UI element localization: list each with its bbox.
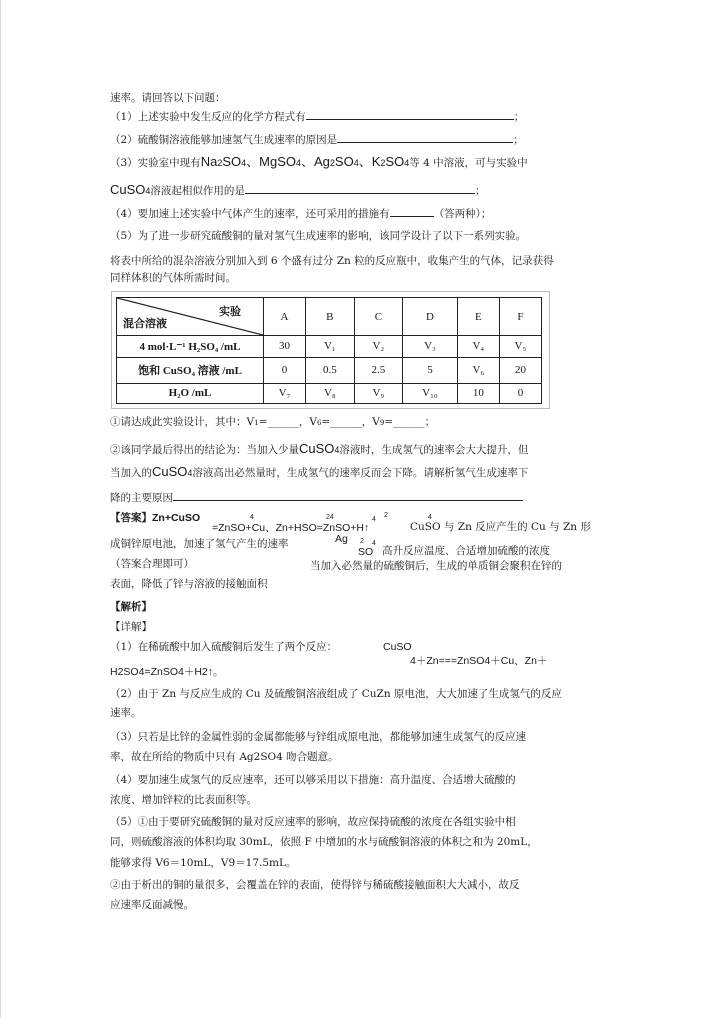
detail-5: （5）①由于要研究硫酸铜的量对反应速率的影响，故应保持硫酸的浓度在各组实验中相 xyxy=(110,816,516,828)
subscript: 2 xyxy=(360,538,364,545)
table-row xyxy=(117,383,542,403)
question-5: （5）为了进一步研究硫酸铜的量对氢气生成速率的影响，该同学设计了以下一系列实验。 xyxy=(110,230,527,242)
answer-label: 【答案】Zn+CuSO xyxy=(110,512,201,524)
subscript: 4 xyxy=(250,514,254,521)
detail-1-line2: H2SO4=ZnSO4＋H2↑。 xyxy=(110,666,224,678)
answer-line-2: 成铜锌原电池，加速了氢气产生的速率 xyxy=(110,538,289,550)
s2-formula: CuSO xyxy=(299,441,335,456)
column-header: B xyxy=(306,298,355,336)
row-label: 饱和 CuSO₄ 溶液 /mL xyxy=(117,357,264,383)
table-cell: V₂ xyxy=(354,336,403,358)
table-cell: 30 xyxy=(264,336,306,358)
table-cell: 0 xyxy=(264,357,306,383)
answer-formula-so: SO xyxy=(358,546,374,558)
answer-line-4: 表面，降低了锌与溶液的接触面积 xyxy=(110,578,268,590)
detail-heading: 【详解】 xyxy=(110,621,152,633)
page-edge xyxy=(0,0,1,1018)
s3-text: 当加入的 xyxy=(110,467,152,479)
s1-text: ①请达成此实验设计，其中：V xyxy=(110,416,255,428)
table-cell: V₅ xyxy=(499,336,541,358)
answer-line-1-end: CuSO 与 Zn 反应产生的 Cu 与 Zn 形 xyxy=(410,521,591,533)
question-3: （3）实验室中现有Na2SO4、MgSO4、Ag2SO4、K2SO4等 4 中溶液，可与实验中 xyxy=(110,154,528,169)
question-1 xyxy=(110,109,524,124)
s4-text: 降的主要原因 xyxy=(110,492,173,504)
table-cell: V₈ xyxy=(306,383,355,403)
table-cell: V₄ xyxy=(457,336,499,358)
sub-question-2-line3 xyxy=(110,490,523,505)
table-cell: 0 xyxy=(499,383,541,403)
table-row xyxy=(117,357,542,383)
answer-line-3-end: 当加入必然量的硫酸铜后，生成的单质铜会聚积在锌的 xyxy=(310,560,562,572)
column-header: A xyxy=(264,298,306,336)
q3-formula: Na xyxy=(200,154,218,169)
table-cell: V₇ xyxy=(264,383,306,403)
detail-6-line2: 应速率反面减慢。 xyxy=(110,899,194,911)
sub-question-2: ②该同学最后得出的结论为：当加入少量CuSO4溶液时，生成氢气的速率会大大提升，但 xyxy=(110,441,529,456)
detail-4: （4）要加速生成氢气的反应速率，还可以够采用以下措施：高升温度、合适增大硫酸的 xyxy=(110,774,516,786)
table-header-cell xyxy=(117,298,264,336)
detail-3-line2: 率，故在所给的物质中只有 Ag2SO4 吻合题意。 xyxy=(110,751,339,763)
sub-question-1: ①请达成此实验设计，其中：V1=______，V6=______，V9=______； xyxy=(110,416,436,428)
s1-text: =______； xyxy=(384,416,436,428)
q4-text: （4）要加速上述实验中气体产生的速率，还可采用的措施有 xyxy=(110,208,390,220)
q3-formula: 、K xyxy=(358,154,381,169)
table-cell: V₁ xyxy=(306,336,355,358)
q3-formula: SO xyxy=(334,154,354,169)
answer-equation: =ZnSO+Cu、Zn+HSO=ZnSO+H↑ xyxy=(212,522,370,534)
question-2 xyxy=(110,132,524,147)
column-header: C xyxy=(354,298,403,336)
detail-1-equation: 4＋Zn===ZnSO4＋Cu、Zn＋ xyxy=(410,655,548,667)
q3-formula: 、Ag xyxy=(301,154,330,169)
table-cell: 5 xyxy=(403,357,458,383)
sub-question-2-line2: 当加入的CuSO4溶液高出必然量时，生成氢气的速率反而会下降。请解析氢气生成速率下 xyxy=(110,464,529,479)
column-header: D xyxy=(403,298,458,336)
subscript: 4 xyxy=(428,514,432,521)
question-3-line2: CuSO4溶液起相似作用的是 ； xyxy=(110,182,486,197)
detail-5-line2: 同，则硫酸溶液的体积均取 30mL，依照 F 中增加的水与硫酸铜溶液的体积之和为 20mL， xyxy=(110,836,538,848)
question-1-text: （1）上述实验中发生反应的化学方程式有 xyxy=(110,111,306,123)
experiment-table xyxy=(116,297,542,404)
question-4 xyxy=(110,206,491,221)
answer-blank-1[interactable] xyxy=(306,109,514,120)
answer-line-1 xyxy=(110,511,200,525)
table-cell: V₃ xyxy=(403,336,458,358)
detail-6: ②由于析出的铜的量很多，会覆盖在锌的表面，使得锌与稀硫酸接触面积大大减小，故反 xyxy=(110,879,520,891)
table-cell: 10 xyxy=(457,383,499,403)
answer-formula-ag: Ag xyxy=(335,533,348,545)
detail-1-formula: CuSO xyxy=(383,641,412,653)
question-1-end: ； xyxy=(513,111,525,123)
question-2-text: （2）硫酸铜溶液能够加速氢气生成速率的原因是 xyxy=(110,134,338,146)
detail-1: （1）在稀硫酸中加入硫酸铜后发生了两个反应： xyxy=(110,641,338,653)
s2-text: 溶液时，生成氢气的速率会大大提升，但 xyxy=(339,444,529,456)
q3-part: 溶液起相似作用的是 xyxy=(150,185,245,197)
subscript: 24 xyxy=(326,514,334,521)
table-cell: 20 xyxy=(499,357,541,383)
analysis-heading: 【解析】 xyxy=(110,601,152,613)
q3-end: ； xyxy=(474,185,486,197)
table-cell: 0.5 xyxy=(306,357,355,383)
q3-formula: 、MgSO xyxy=(246,154,296,169)
s2-text: ②该同学最后得出的结论为：当加入少量 xyxy=(110,444,299,456)
table-cell: V₉ xyxy=(354,383,403,403)
answer-line-3: （答案合理即可） xyxy=(110,558,194,570)
header-mixed-solution: 混合溶液 xyxy=(123,318,167,330)
paragraph-line-1: 将表中所给的混杂溶液分别加入到 6 个盛有过分 Zn 粒的反应瓶中，收集产生的气体，记录获得 xyxy=(110,255,554,267)
answer-blank-3[interactable] xyxy=(245,183,475,194)
table-row xyxy=(117,336,542,358)
s3-formula: CuSO xyxy=(152,464,188,479)
detail-2-line2: 速率。 xyxy=(110,707,142,719)
subscript: 4 xyxy=(372,516,376,523)
answer-line-2-end: 高升反应温度、合适增加硫酸的浓度 xyxy=(382,545,550,557)
intro-line: 速率。请回答以下问题： xyxy=(110,92,226,104)
detail-2: （2）由于 Zn 与反应生成的 Cu 及硫酸铜溶液组成了 CuZn 原电池，大大加速了生成氢气的反应 xyxy=(110,688,562,700)
paragraph-line-2: 同样体积的气体所需时间。 xyxy=(110,272,236,284)
answer-blank-5[interactable] xyxy=(173,490,523,501)
detail-3: （3）只若是比锌的金属性弱的金属都能够与锌组成原电池，都能够加速生成氢气的反应速 xyxy=(110,731,527,743)
answer-blank-2[interactable] xyxy=(337,132,513,143)
row-label: H₂O /mL xyxy=(117,383,264,403)
subscript: 2 xyxy=(384,512,388,519)
q3-formula: SO xyxy=(385,154,405,169)
detail-4-line2: 浓度、增加锌粒的比表面积等。 xyxy=(110,794,257,806)
q3-part: （3）实验室中现有 xyxy=(110,157,201,169)
subscript: 4 xyxy=(372,540,376,547)
table-cell: V₁₀ xyxy=(403,383,458,403)
column-header: F xyxy=(499,298,541,336)
q3-formula: CuSO xyxy=(110,182,146,197)
row-label: 4 mol·L⁻¹ H₂SO₄ /mL xyxy=(117,336,264,358)
table-cell: V₆ xyxy=(457,357,499,383)
column-header: E xyxy=(457,298,499,336)
s1-text: =______，V xyxy=(321,416,380,428)
answer-blank-4[interactable] xyxy=(390,206,434,217)
table-cell: 2.5 xyxy=(354,357,403,383)
s1-text: =______，V xyxy=(258,416,317,428)
detail-5-line3: 能够求得 V6＝10mL，V9＝17.5mL。 xyxy=(110,857,297,869)
s3-text: 溶液高出必然量时，生成氢气的速率反而会下降。请解析氢气生成速率下 xyxy=(192,467,529,479)
q4-end: （答两种）； xyxy=(433,208,492,220)
q3-part: 等 4 中溶液，可与实验中 xyxy=(409,157,528,169)
header-experiment: 实验 xyxy=(219,306,241,318)
q3-formula: SO xyxy=(222,154,242,169)
question-2-end: ； xyxy=(513,134,524,146)
